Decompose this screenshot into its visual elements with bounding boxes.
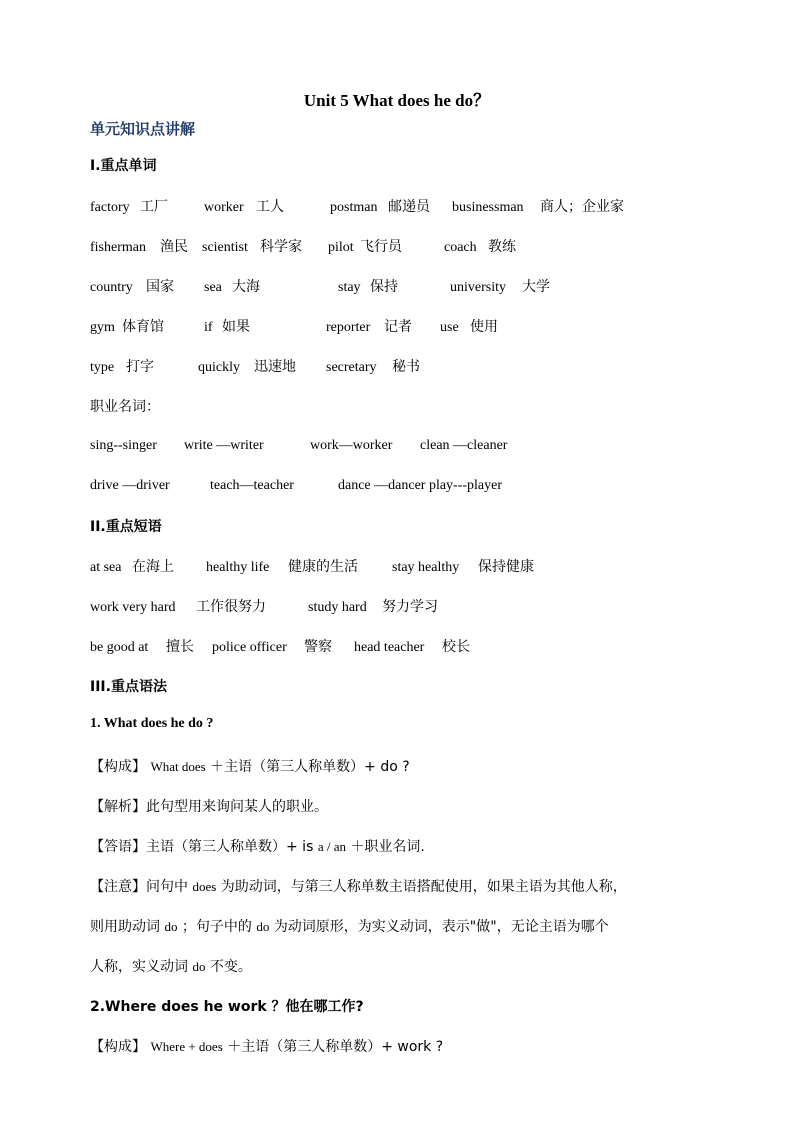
- occupation-pair: dance —dancer play---player: [338, 478, 503, 493]
- note-en: does: [192, 879, 217, 894]
- vocab-row: [90, 236, 516, 256]
- vocab-zh: 如果: [222, 319, 250, 335]
- vocab-en: if: [204, 320, 213, 335]
- phrase-en: healthy life: [206, 560, 270, 575]
- phrase-zh: 健康的生活: [288, 559, 358, 575]
- note-text: 问句中: [146, 879, 188, 895]
- vocab-zh: 科学家: [260, 239, 302, 255]
- phrase-zh: 擅长: [166, 639, 194, 655]
- note-text: 为动词原形，为实义动词，表示"做"，无论主语为哪个: [273, 919, 609, 935]
- grammar-q1-note-line1: [90, 876, 627, 896]
- note-text: ；句子中的: [181, 919, 252, 935]
- note-text: 人称，实义动词: [90, 959, 188, 975]
- phrase-en: be good at: [90, 640, 149, 655]
- note-text: 不变。: [209, 959, 252, 975]
- phrase-en: police officer: [212, 640, 287, 655]
- vocab-zh: 体育馆: [122, 319, 164, 335]
- tag-analysis: 【解析】: [90, 799, 146, 815]
- vocab-zh: 国家: [146, 279, 174, 295]
- occupation-row: [90, 477, 502, 494]
- phrase-en: head teacher: [354, 640, 425, 655]
- note-en: do: [192, 959, 206, 974]
- vocab-zh: 迅速地: [254, 359, 296, 375]
- section-vocabulary-heading: I.重点单词: [90, 158, 157, 174]
- vocab-row: [90, 276, 550, 296]
- structure-en: Where + does: [150, 1039, 223, 1054]
- occupation-pair: work—worker: [310, 438, 393, 453]
- vocab-zh: 使用: [470, 319, 498, 335]
- vocab-zh: 渔民: [160, 239, 188, 255]
- vocab-zh: 记者: [384, 319, 412, 335]
- vocab-row: [90, 196, 624, 216]
- note-en: do: [256, 919, 270, 934]
- phrase-en: at sea: [90, 560, 122, 575]
- grammar-q1-title: 1. What does he do ?: [90, 716, 214, 731]
- phrase-en: work very hard: [90, 600, 176, 615]
- tag-answer: 【答语】: [90, 839, 146, 855]
- vocab-zh: 大学: [522, 279, 550, 295]
- vocab-zh: 大海: [232, 279, 260, 295]
- vocab-en: stay: [338, 280, 361, 295]
- vocab-en: factory: [90, 200, 130, 215]
- note-text: 则用助动词: [90, 919, 160, 935]
- vocab-en: gym: [90, 320, 115, 335]
- tag-structure: 【构成】: [90, 759, 146, 775]
- structure-zh: ＋主语（第三人称单数）+ do ?: [210, 759, 410, 775]
- vocab-zh: 工厂: [140, 199, 168, 215]
- phrase-en: study hard: [308, 600, 367, 615]
- occupation-pair: teach—teacher: [210, 478, 294, 493]
- occupation-label: 职业名词：: [90, 399, 160, 415]
- phrase-zh: 保持健康: [478, 559, 534, 575]
- phrase-zh: 在海上: [132, 559, 174, 575]
- vocab-row: [90, 356, 420, 376]
- phrase-row: [90, 636, 470, 656]
- structure-en: What does: [150, 759, 206, 774]
- vocab-en: sea: [204, 280, 222, 295]
- vocab-en: postman: [330, 200, 378, 215]
- tag-structure: 【构成】: [90, 1039, 146, 1055]
- phrase-en: stay healthy: [392, 560, 460, 575]
- vocab-en: coach: [444, 240, 477, 255]
- vocab-row: [90, 316, 498, 336]
- vocab-en: secretary: [326, 360, 377, 375]
- vocab-zh: 秘书: [392, 359, 420, 375]
- phrase-row: [90, 596, 438, 616]
- vocab-en: country: [90, 280, 133, 295]
- structure-zh: ＋主语（第三人称单数）+ work ?: [227, 1039, 444, 1055]
- subheading: 单元知识点讲解: [90, 120, 196, 138]
- note-en: do: [164, 919, 178, 934]
- note-text: 为助动词，与第三人称单数主语搭配使用，如果主语为其他人称，: [220, 879, 627, 895]
- grammar-q2-structure: [90, 1036, 443, 1056]
- vocab-en: use: [440, 320, 459, 335]
- grammar-q1-note-line3: [90, 956, 252, 976]
- grammar-q1-analysis: [90, 796, 328, 816]
- phrase-zh: 努力学习: [382, 599, 438, 615]
- occupation-pair: write —writer: [184, 438, 264, 453]
- vocab-zh: 打字: [126, 359, 154, 375]
- vocab-zh: 邮递员: [388, 199, 430, 215]
- page-title: Unit 5 What does he do？: [303, 91, 491, 110]
- answer-text-b: ＋职业名词.: [350, 839, 425, 855]
- vocab-en: pilot: [328, 240, 354, 255]
- phrase-zh: 工作很努力: [196, 599, 266, 615]
- grammar-q2-title: 2.Where does he work ？他在哪工作?: [90, 999, 364, 1015]
- tag-note: 【注意】: [90, 879, 146, 895]
- vocab-zh: 教练: [488, 239, 516, 255]
- vocab-zh: 商人；企业家: [540, 199, 624, 215]
- grammar-q1-note-line2: [90, 916, 609, 936]
- grammar-q1-answer: [90, 836, 425, 856]
- vocab-en: fisherman: [90, 240, 146, 255]
- grammar-q1-structure: [90, 756, 410, 776]
- occupation-pair: clean —cleaner: [420, 438, 508, 453]
- vocab-en: worker: [204, 200, 244, 215]
- vocab-zh: 保持: [370, 279, 398, 295]
- vocab-en: type: [90, 360, 115, 375]
- section-grammar-heading: III.重点语法: [90, 679, 167, 695]
- occupation-row: [90, 437, 507, 454]
- vocab-en: businessman: [452, 200, 524, 215]
- answer-en: a / an: [317, 839, 346, 854]
- vocab-zh: 飞行员: [360, 239, 402, 255]
- phrase-zh: 校长: [442, 639, 470, 655]
- answer-text-a: 主语（第三人称单数）+ is: [146, 839, 314, 855]
- occupation-pair: drive —driver: [90, 478, 170, 493]
- vocab-en: quickly: [198, 360, 240, 375]
- section-phrases-heading: II.重点短语: [90, 519, 162, 535]
- vocab-en: reporter: [326, 320, 371, 335]
- phrase-zh: 警察: [304, 639, 332, 655]
- analysis-text: 此句型用来询问某人的职业。: [146, 799, 328, 815]
- vocab-en: scientist: [202, 240, 248, 255]
- vocab-en: university: [450, 280, 506, 295]
- vocab-zh: 工人: [256, 199, 284, 215]
- phrase-row: [90, 556, 534, 576]
- occupation-pair: sing--singer: [90, 438, 157, 453]
